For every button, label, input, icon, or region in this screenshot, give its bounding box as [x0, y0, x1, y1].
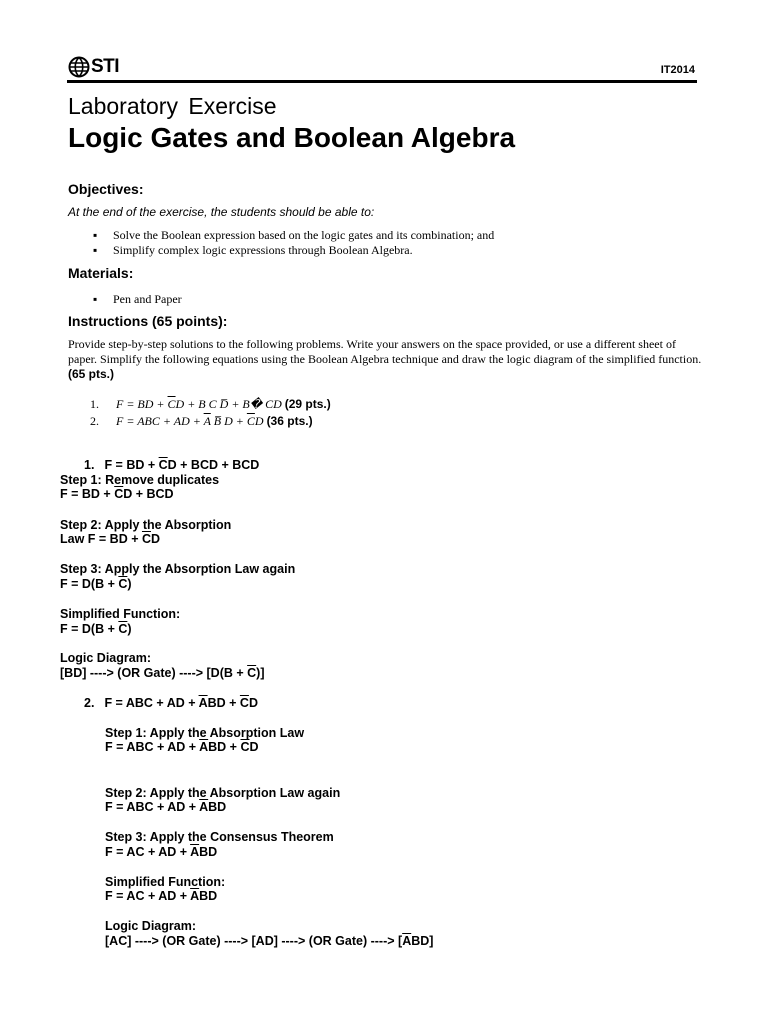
answer2-simplified-title: Simplified Function: — [105, 875, 226, 889]
objectives-heading: Objectives: — [68, 181, 144, 197]
problem-number: 2. — [90, 414, 99, 428]
problem-points: (29 pts.) — [284, 397, 331, 411]
answer1-diagram-title: Logic Diagram: — [60, 651, 151, 665]
sti-logo — [68, 55, 119, 79]
answer1-step3-line: $F = D(B + \overline{C})$ — [60, 577, 132, 591]
answer1-step2-title: Step 2: Apply the Absorption — [60, 518, 232, 532]
answer1-step3-title: Step 3: Apply the Absorption Law again — [60, 562, 296, 576]
answer2-problem: 2. F = ABC + AD + $\overline{A}BD + \overline{C}D$ — [84, 696, 258, 710]
instructions-points: (65 pts.) — [68, 367, 115, 381]
problem-1 — [90, 397, 331, 412]
problem-points: (36 pts.) — [266, 414, 313, 428]
objectives-intro: At the end of the exercise, the students should be able to: — [68, 205, 375, 219]
answer2-step1-title: Step 1: Apply the Absorption Law — [105, 726, 305, 740]
answer2-step2-line: F = ABC + AD + $\overline{A}BD$ — [105, 800, 227, 814]
page-title: Logic Gates and Boolean Algebra — [68, 122, 516, 153]
answer1-step2-line: Law F = BD + $\overline{C}D$ — [60, 532, 161, 546]
material-item: ▪ Pen and Paper — [113, 292, 182, 307]
problem-number: 1. — [90, 397, 99, 411]
problem-equation: F = ABC + AD + $\overline{A}$ B $D + \overline{C}D$ — [116, 414, 267, 428]
answer1-step1-line: F = BD + $\overline{C}D$ + BCD — [60, 487, 174, 501]
sti-globe-icon — [68, 56, 90, 78]
answer2-diagram-title: Logic Diagram: — [105, 919, 196, 933]
answer1-simplified-line: $F = D(B + \overline{C})$ — [60, 622, 132, 636]
instructions-text: Provide step-by-step solutions to the following problems. Write your answers on the space provided, or use a different sheet of paper. Simplify the following equations using the Boolean Algebra technique and draw the logic diagram of the simplified function. — [68, 337, 702, 366]
answer1-diagram-line: [BD] ----> (OR Gate) ----> $[D(B + \overline{C})]$ — [60, 666, 265, 680]
answer2-simplified-line: F = AC + AD + $\overline{A}BD$ — [105, 889, 218, 903]
answer1-problem: 1. F = BD + $\overline{C}D$ + BCD + BCD — [84, 458, 260, 472]
document-type-label: Laboratory Exercise — [68, 93, 277, 119]
instructions-heading: Instructions (65 points): — [68, 313, 228, 329]
course-code: IT2014 — [660, 64, 695, 76]
answer2-diagram-line: [AC] ----> (OR Gate) ----> [AD] ----> (OR Gate) ----> $[\overline{A}BD]$ — [105, 934, 434, 948]
answer1-step1-title: Step 1: Remove duplicates — [60, 473, 220, 487]
answer2-step2-title: Step 2: Apply the Absorption Law again — [105, 786, 341, 800]
answer2-step3-title: Step 3: Apply the Consensus Theorem — [105, 830, 334, 844]
problem-equation: F = BD + $\overline{C}D + B$ C D + B� CD — [116, 397, 285, 411]
logo-text: STI — [91, 56, 120, 77]
problem-2 — [90, 414, 313, 429]
header-divider — [67, 80, 697, 83]
answer2-step3-line: F = AC + AD + $\overline{A}BD$ — [105, 845, 218, 859]
answer1-simplified-title: Simplified Function: — [60, 607, 181, 621]
materials-heading: Materials: — [68, 265, 134, 281]
answer2-step1-line: F = ABC + AD + $\overline{A}BD + \overline{C}D$ — [105, 740, 259, 754]
instructions-body — [68, 337, 702, 382]
objective-item: ▪ Simplify complex logic expressions through Boolean Algebra. — [113, 243, 413, 258]
objective-item: ▪ Solve the Boolean expression based on the logic gates and its combination; and — [113, 228, 494, 243]
